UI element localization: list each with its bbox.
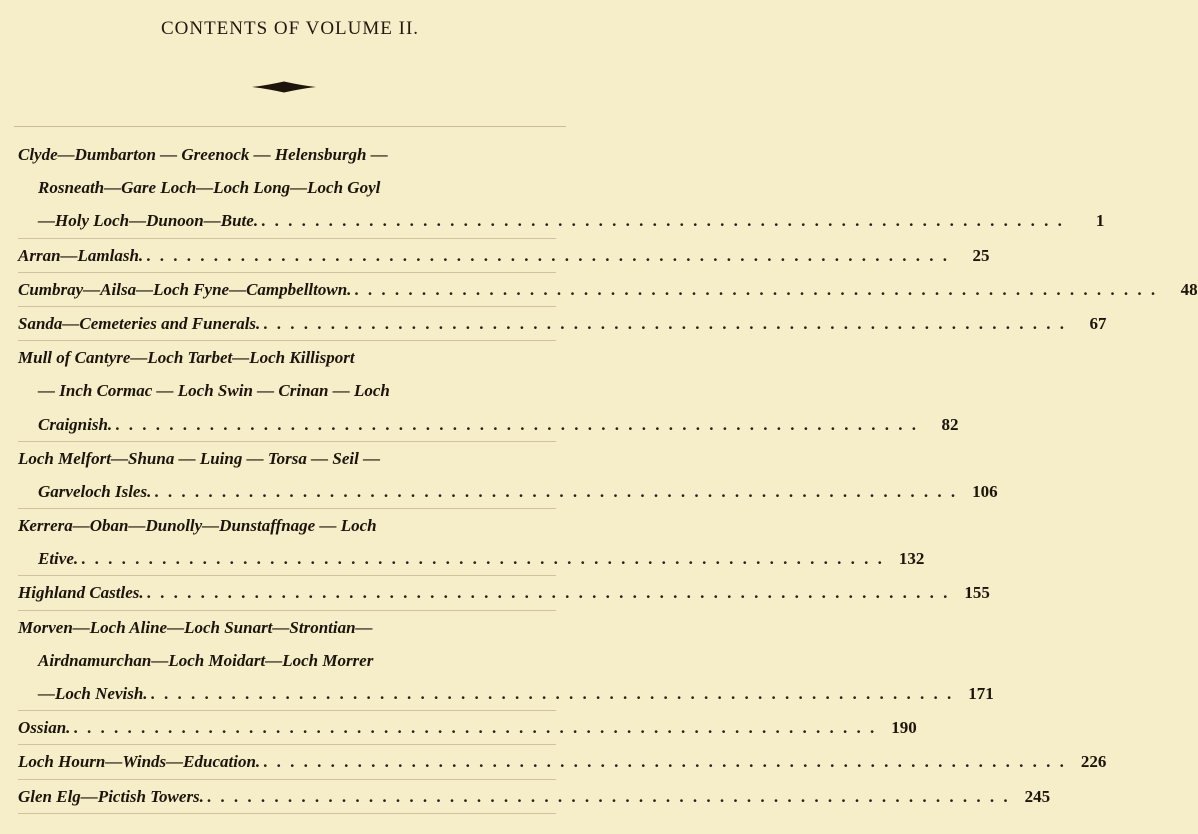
entry-text: Airdnamurchan—Loch Moidart—Loch Morrer [38, 650, 374, 670]
entry-text: Kerrera—Oban—Dunolly—Dunstaffnage — Loch [18, 516, 377, 536]
dot-leader: . . . . . . . . . . . . . . . . . . . . . . . . . . . . . . . . . . . . . . . . . . . . . . . . . . . . . . . . . . . . [146, 245, 950, 265]
contents-entry [18, 239, 990, 273]
page-number: 132 [898, 549, 925, 569]
page-number: 82 [941, 414, 959, 434]
entry-text: Garveloch Isles. [38, 481, 152, 501]
dot-leader: . . . . . . . . . . . . . . . . . . . . . . . . . . . . . . . . . . . . . . . . . . . . . . . . . . . . . . . . . . . . [263, 752, 1067, 772]
contents-entry [18, 711, 917, 745]
page-number: 1 [1095, 211, 1105, 231]
page-number: 106 [972, 481, 998, 501]
dot-leader: . . . . . . . . . . . . . . . . . . . . . . . . . . . . . . . . . . . . . . . . . . . . . . . . . . . . . . . . . . . . [263, 313, 1067, 333]
entry-text: —Loch Nevish. [38, 684, 148, 703]
contents-list [18, 138, 1198, 814]
page-number: 245 [1024, 786, 1051, 806]
contents-entry [18, 611, 994, 712]
entry-text: Craignish. [38, 414, 113, 434]
contents-entry [18, 576, 990, 610]
entry-text: Morven—Loch Aline—Loch Sunart—Strontian— [18, 617, 373, 637]
contents-entry [18, 307, 1107, 341]
contents-entry [18, 442, 998, 509]
entry-text: Etive. [38, 549, 79, 569]
contents-entry [18, 341, 959, 442]
entry-line [18, 307, 1107, 340]
entry-text: Arran—Lamlash. [18, 245, 144, 265]
entry-line [18, 576, 990, 609]
dot-leader: . . . . . . . . . . . . . . . . . . . . . . . . . . . . . . . . . . . . . . . . . . . . . . . . . . . . . . . . . . . . [115, 414, 919, 434]
page-number: 48 [1180, 279, 1198, 299]
entry-text: Glen Elg—Pictish Towers. [18, 786, 204, 806]
entry-line [18, 711, 917, 744]
entry-text: Loch Melfort—Shuna — Luing — Torsa — Seil — [18, 448, 381, 468]
page-number: 226 [1080, 752, 1107, 772]
entry-text: Sanda—Cemeteries and Funerals. [18, 313, 261, 333]
entry-text: Clyde—Dumbarton — Greenock — Helensburgh — [18, 145, 388, 164]
entry-line [18, 171, 556, 204]
entry-line [18, 475, 998, 508]
contents-entry [18, 745, 1107, 779]
page-title: CONTENTS OF VOLUME II. [160, 18, 420, 39]
entry-line [18, 611, 556, 644]
entry-line [18, 138, 556, 171]
page-number: 25 [972, 245, 990, 265]
entry-line [18, 408, 959, 441]
entry-line [18, 677, 994, 710]
entry-line [18, 273, 1198, 306]
entry-text: Highland Castles. [18, 583, 144, 603]
dot-leader: . . . . . . . . . . . . . . . . . . . . . . . . . . . . . . . . . . . . . . . . . . . . . . . . . . . . . . . . . . . . [81, 549, 885, 569]
contents-entry [18, 138, 1105, 239]
page-number: 190 [891, 718, 917, 738]
page-number: 171 [968, 684, 994, 703]
entry-line [18, 780, 1051, 813]
entry-text: Ossian. [18, 718, 71, 738]
dot-leader: . . . . . . . . . . . . . . . . . . . . . . . . . . . . . . . . . . . . . . . . . . . . . . . . . . . . . . . . . . . . [73, 718, 877, 738]
dot-leader: . . . . . . . . . . . . . . . . . . . . . . . . . . . . . . . . . . . . . . . . . . . . . . . . . . . . . . . . . . . . [146, 583, 950, 603]
contents-entry [18, 780, 1051, 814]
entry-text: Cumbray—Ailsa—Loch Fyne—Campbelltown. [18, 279, 352, 299]
entry-line [18, 374, 556, 407]
entry-line [18, 745, 1107, 778]
dot-leader: . . . . . . . . . . . . . . . . . . . . . . . . . . . . . . . . . . . . . . . . . . . . . . . . . . . . . . . . . . . . [206, 786, 1011, 806]
dot-leader: . . . . . . . . . . . . . . . . . . . . . . . . . . . . . . . . . . . . . . . . . . . . . . . . . . . . . . . . . . . . [150, 684, 954, 703]
contents-entry [18, 509, 925, 576]
entry-line [18, 442, 556, 475]
contents-entry [18, 273, 1198, 307]
entry-line [18, 509, 556, 542]
dot-leader: . . . . . . . . . . . . . . . . . . . . . . . . . . . . . . . . . . . . . . . . . . . . . . . . . . . . . . . . . . . . [354, 279, 1158, 299]
ornament-divider [252, 80, 316, 94]
entry-text: Rosneath—Gare Loch—Loch Long—Loch Goyl [38, 178, 381, 198]
page-number: 67 [1089, 313, 1107, 333]
entry-text: Mull of Cantyre—Loch Tarbet—Loch Killisport [18, 348, 355, 368]
entry-text: — Inch Cormac — Loch Swin — Crinan — Loch [38, 381, 390, 401]
entry-line [18, 644, 556, 677]
dot-leader: . . . . . . . . . . . . . . . . . . . . . . . . . . . . . . . . . . . . . . . . . . . . . . . . . . . . . . . . . . . . [154, 481, 958, 501]
header-rule [14, 126, 566, 127]
dot-leader: . . . . . . . . . . . . . . . . . . . . . . . . . . . . . . . . . . . . . . . . . . . . . . . . . . . . . . . . . . . . [261, 211, 1065, 231]
entry-line [18, 204, 1105, 237]
entry-line [18, 542, 925, 575]
entry-text: Loch Hourn—Winds—Education. [18, 752, 261, 772]
page-number: 155 [964, 583, 990, 603]
entry-text: —Holy Loch—Dunoon—Bute. [38, 211, 259, 231]
entry-line [18, 239, 990, 272]
entry-line [18, 341, 556, 374]
